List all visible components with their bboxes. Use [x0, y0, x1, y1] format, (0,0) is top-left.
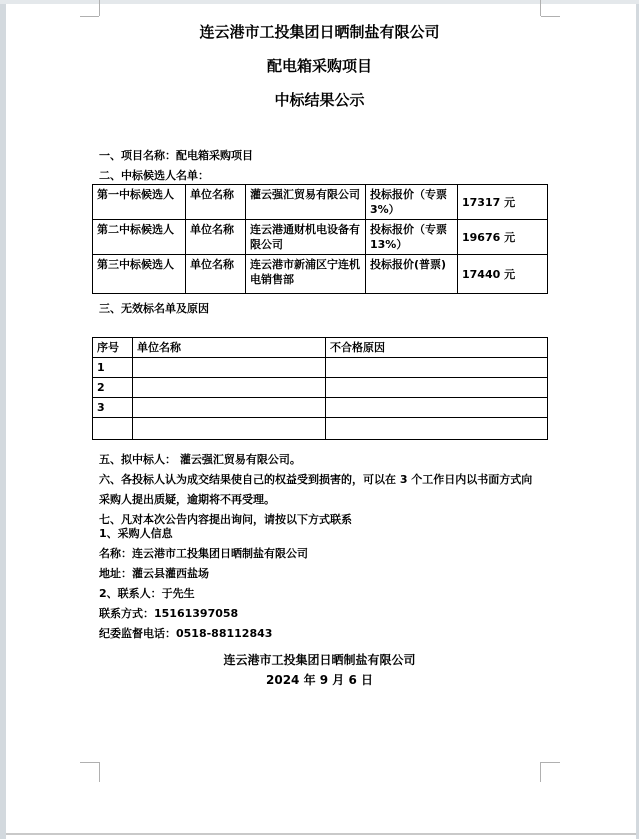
invalid-bids-table: [92, 337, 548, 440]
cell-unit: [133, 418, 326, 440]
cell-no: 3: [93, 398, 133, 418]
section-objection-notice: 六、各投标人认为成交结果使自己的权益受到损害的，可以在 3 个工作日内以书面方式向采购人提出质疑，逾期将不再受理。: [99, 473, 533, 506]
unit-label: 单位名称: [186, 185, 246, 220]
contact-person: 2、联系人：于先生: [99, 587, 195, 600]
signature-date: 2024 年 9 月 6 日: [266, 673, 373, 687]
quote-label: 投标报价(普票): [366, 255, 458, 294]
doc-title-announcement: 中标结果公示: [274, 91, 365, 109]
crop-mark-top-left: [99, 0, 100, 16]
cell-reason: [326, 378, 548, 398]
table-row: [93, 255, 548, 294]
contact-phone: 联系方式：15161397058: [99, 607, 239, 620]
crop-mark-bottom-left: [80, 762, 99, 763]
quote-price: 19676 元: [458, 220, 548, 255]
cell-unit: [133, 378, 326, 398]
candidate-rank: 第三中标候选人: [93, 255, 186, 294]
col-header-unit: 单位名称: [133, 338, 326, 358]
quote-label: 投标报价（专票 3%）: [366, 185, 458, 220]
candidate-company: 灌云强汇贸易有限公司: [246, 185, 366, 220]
table-row: [93, 358, 548, 378]
unit-label: 单位名称: [186, 220, 246, 255]
section-5-6-7: [99, 450, 540, 530]
section-candidate-list-heading: 二、中标候选人名单：: [99, 169, 209, 182]
candidates-table: [92, 184, 548, 294]
candidate-company: 连云港市新浦区宁连机电销售部: [246, 255, 366, 294]
quote-price: 17440 元: [458, 255, 548, 294]
buyer-name: 名称：连云港市工投集团日晒制盐有限公司: [99, 547, 308, 560]
supervision-phone: 纪委监督电话：0518-88112843: [99, 627, 273, 640]
crop-mark-top-right: [540, 0, 541, 16]
cell-unit: [133, 398, 326, 418]
col-header-no: 序号: [93, 338, 133, 358]
page-bottom-border: [6, 833, 636, 835]
quote-price: 17317 元: [458, 185, 548, 220]
section-invalid-bids-heading: 三、无效标名单及原因: [99, 302, 209, 315]
col-header-reason: 不合格原因: [326, 338, 548, 358]
cell-unit: [133, 358, 326, 378]
crop-mark-top-right: [541, 16, 560, 17]
table-header-row: [93, 338, 548, 358]
buyer-info-heading: 1、采购人信息: [99, 527, 173, 540]
table-row: [93, 418, 548, 440]
section-1-2: [99, 146, 540, 186]
quote-label: 投标报价（专票 13%）: [366, 220, 458, 255]
cell-no: 1: [93, 358, 133, 378]
cell-reason: [326, 398, 548, 418]
crop-mark-top-left: [80, 16, 99, 17]
doc-title-company: 连云港市工投集团日晒制盐有限公司: [199, 23, 440, 41]
table-row: [93, 185, 548, 220]
cell-reason: [326, 418, 548, 440]
title-block: [99, 24, 540, 126]
cell-no: [93, 418, 133, 440]
table-row: [93, 398, 548, 418]
cell-reason: [326, 358, 548, 378]
buyer-address: 地址：灌云县灌西盐场: [99, 567, 209, 580]
page-edge-left: [0, 4, 6, 839]
signature-block: [99, 650, 540, 690]
candidate-rank: 第二中标候选人: [93, 220, 186, 255]
crop-mark-bottom-right: [541, 762, 560, 763]
candidate-rank: 第一中标候选人: [93, 185, 186, 220]
signature-company: 连云港市工投集团日晒制盐有限公司: [223, 653, 416, 667]
candidate-company: 连云港通财机电设备有限公司: [246, 220, 366, 255]
unit-label: 单位名称: [186, 255, 246, 294]
cell-no: 2: [93, 378, 133, 398]
crop-mark-bottom-left: [99, 762, 100, 782]
section-inquiry-notice: 七、凡对本次公告内容提出询问，请按以下方式联系: [99, 513, 352, 526]
table-row: [93, 220, 548, 255]
table-row: [93, 378, 548, 398]
section-proposed-winner: 五、拟中标人： 灌云强汇贸易有限公司。: [99, 453, 301, 466]
contact-block: [99, 524, 540, 644]
crop-mark-bottom-right: [540, 762, 541, 782]
section-project-name: 一、项目名称：配电箱采购项目: [99, 149, 253, 162]
page-edge-top: [0, 0, 639, 4]
doc-title-project: 配电箱采购项目: [266, 57, 372, 75]
